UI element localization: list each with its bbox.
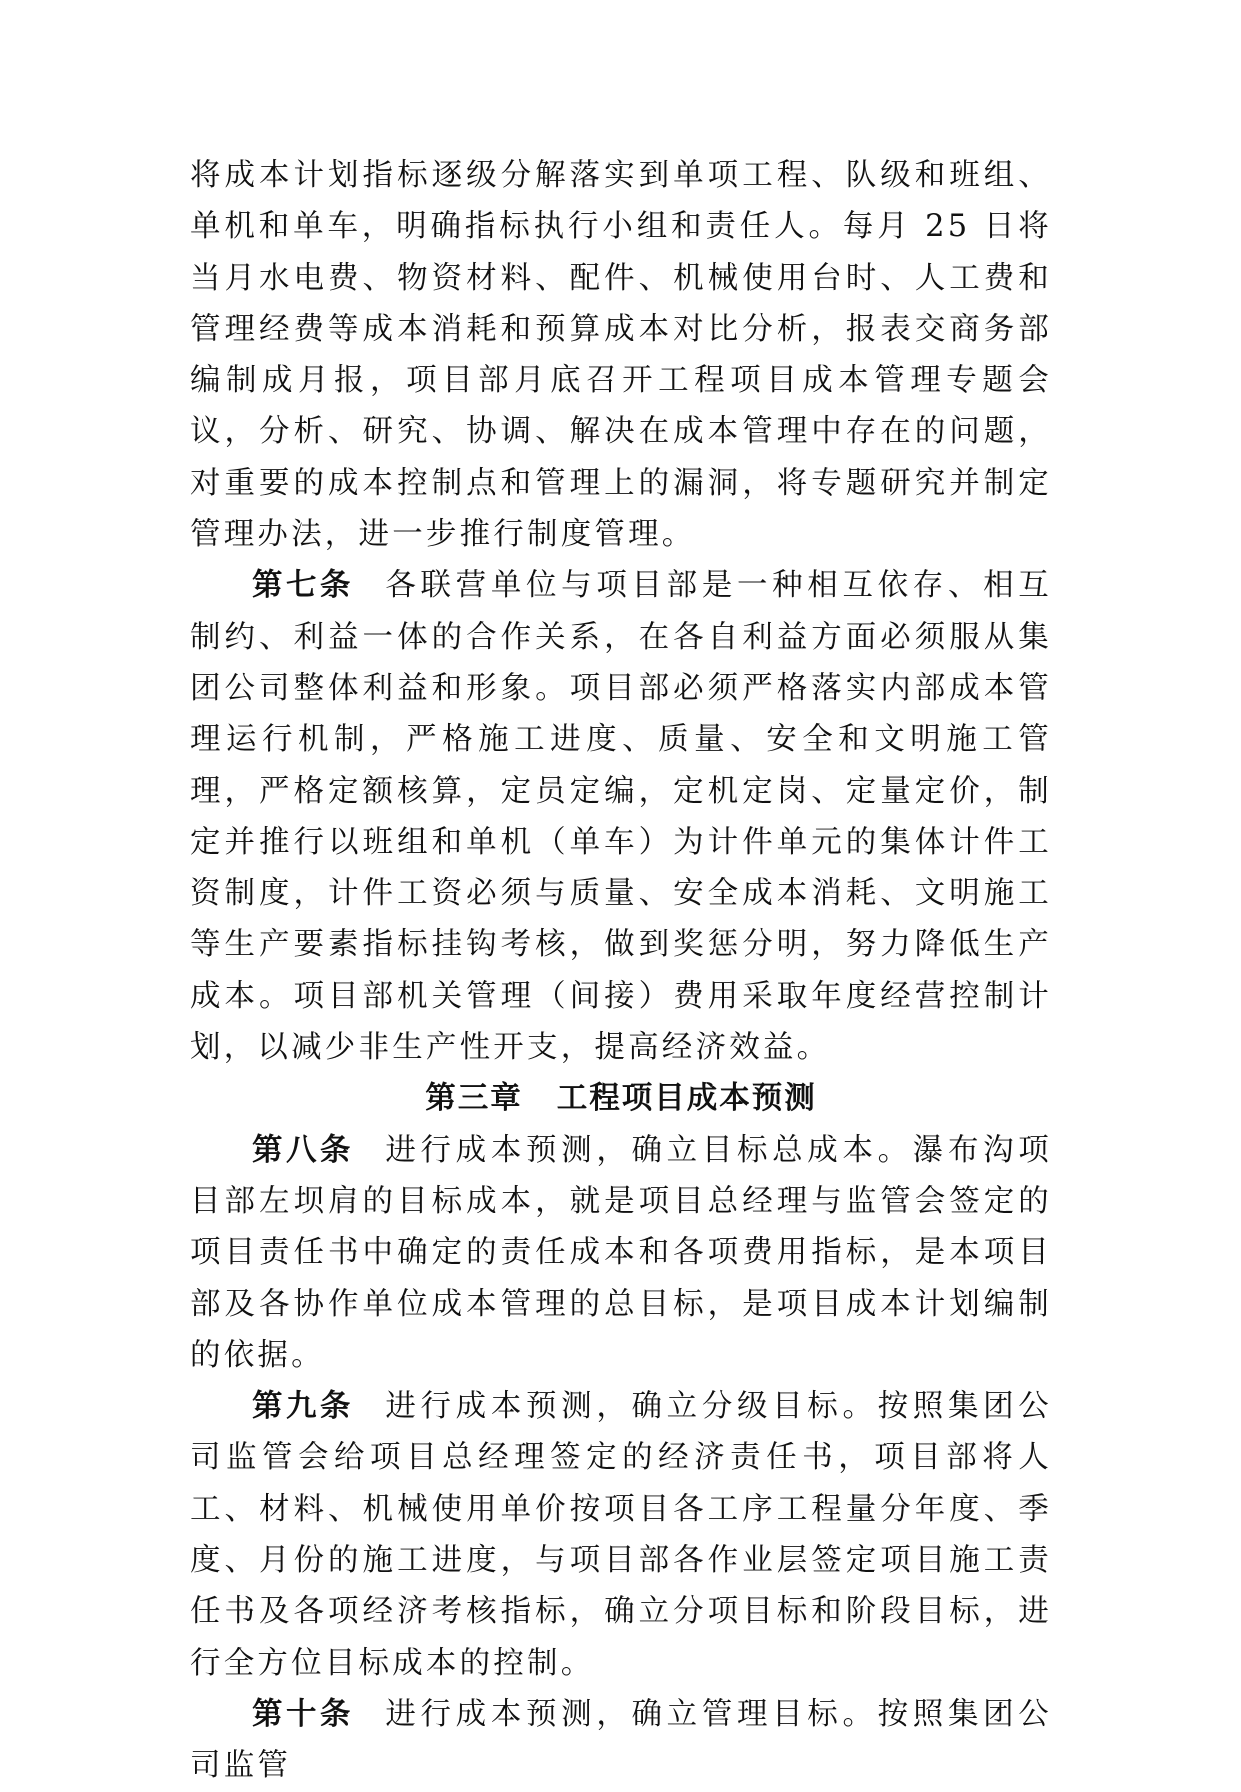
article-7-label: 第七条	[252, 568, 354, 604]
article-9-text: 进行成本预测，确立分级目标。按照集团公司监管会给项目总经理签定的经济责任书，项目部将人工、材料、机械使用单价按项目各工序工程量分年度、季度、月份的施工进度，与项目部各作业层签定项目施工责任书及各项经济考核指标，确立分项目标和阶段目标，进行全方位目标成本的控制。	[190, 1389, 1052, 1681]
article-7-text: 各联营单位与项目部是一种相互依存、相互制约、利益一体的合作关系，在各自利益方面必须服从集团公司整体利益和形象。项目部必须严格落实内部成本管理运行机制，严格施工进度、质量、安全和文明施工管理，严格定额核算，定员定编，定机定岗、定量定价，制定并推行以班组和单机（单车）为计件单元的集体计件工资制度，计件工资必须与质量、安全成本消耗、文明施工等生产要素指标挂钩考核，做到奖惩分明，努力降低生产成本。项目部机关管理（间接）费用采取年度经营控制计划，以减少非生产性开支，提高经济效益。	[190, 568, 1052, 1066]
article-8-text: 进行成本预测，确立目标总成本。瀑布沟项目部左坝肩的目标成本，就是项目总经理与监管会签定的项目责任书中确定的责任成本和各项费用指标，是本项目部及各协作单位成本管理的总目标，是项目成本计划编制的依据。	[190, 1132, 1052, 1373]
article-10-label: 第十条	[252, 1696, 354, 1732]
chapter-title: 工程项目成本预测	[556, 1081, 817, 1117]
article-10	[190, 1689, 1052, 1792]
chapter-heading	[190, 1073, 1052, 1124]
article-9-label: 第九条	[252, 1389, 354, 1425]
chapter-number: 第三章	[425, 1081, 523, 1117]
article-8	[190, 1125, 1052, 1381]
article-10-text: 进行成本预测，确立管理目标。按照集团公司监管	[190, 1696, 1052, 1784]
document-page	[190, 150, 1052, 1792]
paragraph-text: 将成本计划指标逐级分解落实到单项工程、队级和班组、单机和单车，明确指标执行小组和责任人。每月 25 日将当月水电费、物资材料、配件、机械使用台时、人工费和管理经费等成本消耗和预算成本对比分析，报表交商务部编制成月报，项目部月底召开工程项目成本管理专题会议，分析、研究、协调、解决在成本管理中存在的问题，对重要的成本控制点和管理上的漏洞，将专题研究并制定管理办法，进一步推行制度管理。	[190, 158, 1052, 553]
article-7	[190, 560, 1052, 1073]
paragraph-continued	[190, 150, 1052, 560]
article-9	[190, 1381, 1052, 1689]
article-8-label: 第八条	[252, 1132, 354, 1168]
